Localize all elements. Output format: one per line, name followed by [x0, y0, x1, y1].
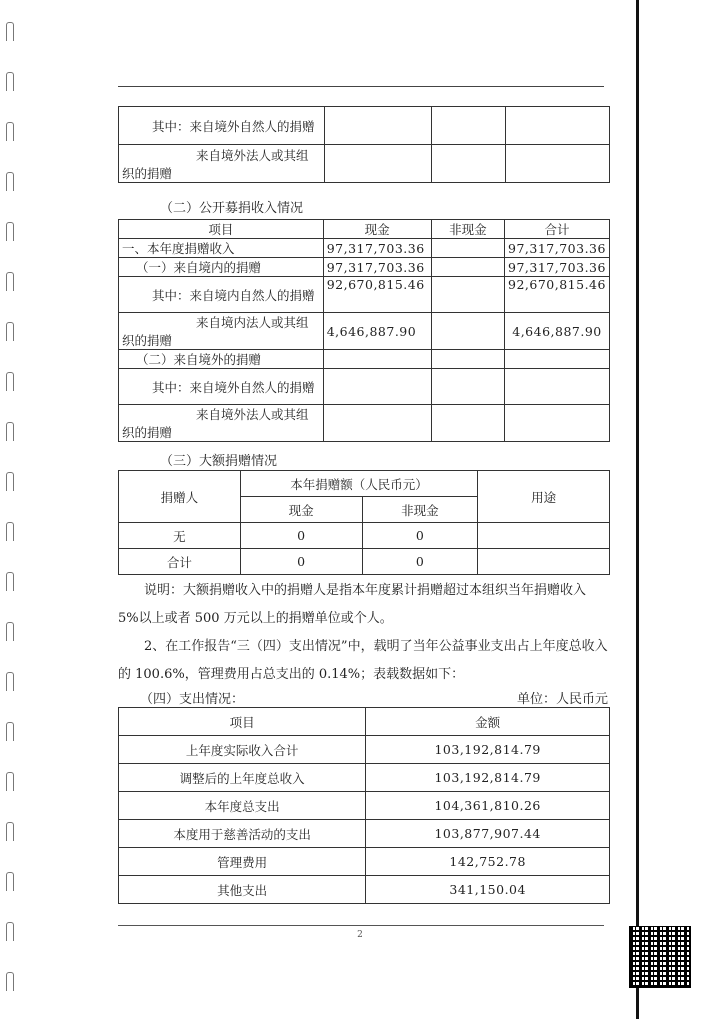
noncash-cell [431, 239, 504, 258]
table-row [119, 405, 610, 442]
header-cash: 现金 [323, 220, 431, 239]
amount-cell: 103,877,907.44 [366, 820, 610, 848]
header-noncash: 非现金 [431, 220, 504, 239]
noncash-cell: 0 [362, 549, 478, 575]
table-header-row [119, 471, 610, 497]
table-row [119, 107, 610, 145]
row-label: 调整后的上年度总收入 [119, 764, 366, 792]
total-cell: 97,317,703.36 [505, 258, 610, 277]
header-total: 合计 [505, 220, 610, 239]
donor-cell: 合计 [119, 549, 241, 575]
header-noncash: 非现金 [362, 497, 478, 523]
use-cell [478, 549, 610, 575]
large-donations-table [118, 470, 610, 575]
table-row [119, 277, 610, 313]
cash-cell: 4,646,887.90 [323, 313, 431, 350]
page-number: 2 [357, 930, 363, 940]
header-item: 项目 [119, 220, 324, 239]
expenses-table [118, 707, 610, 904]
table-row [119, 145, 610, 183]
row-label: 本年度总支出 [119, 792, 366, 820]
row-label: 来自境外法人或其组织的捐赠 [119, 405, 324, 442]
unit-label: 单位：人民币元 [516, 692, 608, 707]
row-label: 其中：来自境内自然人的捐赠 [119, 277, 324, 313]
cash-cell: 97,317,703.36 [323, 239, 431, 258]
row-label: 来自境外法人或其组织的捐赠 [119, 145, 325, 183]
header-cash: 现金 [240, 497, 362, 523]
cash-cell: 92,670,815.46 [323, 277, 431, 313]
noncash-cell [432, 107, 506, 145]
row-label: 上年度实际收入合计 [119, 736, 366, 764]
page-edge-line [636, 0, 639, 1019]
row-label: 一、本年度捐赠收入 [119, 239, 324, 258]
noncash-cell [432, 145, 506, 183]
cash-cell: 0 [240, 549, 362, 575]
total-cell [505, 369, 610, 405]
footer-rule [118, 925, 604, 926]
total-cell: 97,317,703.36 [505, 239, 610, 258]
table-row [119, 523, 610, 549]
amount-cell: 142,752.78 [366, 848, 610, 876]
cash-cell [323, 405, 431, 442]
header-amount: 金额 [366, 708, 610, 736]
noncash-cell [431, 405, 504, 442]
total-cell [506, 107, 610, 145]
table-row [119, 549, 610, 575]
header-use: 用途 [478, 471, 610, 523]
amount-cell: 103,192,814.79 [366, 736, 610, 764]
table-row [119, 736, 610, 764]
header-donor: 捐赠人 [119, 471, 241, 523]
noncash-cell [431, 277, 504, 313]
section-title-expenses: （四）支出情况： [140, 692, 245, 707]
noncash-cell: 0 [362, 523, 478, 549]
amount-cell: 104,361,810.26 [366, 792, 610, 820]
table-row [119, 258, 610, 277]
section-title-large-donations: （三）大额捐赠情况 [160, 454, 278, 469]
header-rule [118, 86, 604, 87]
cash-cell: 97,317,703.36 [323, 258, 431, 277]
binder-holes [0, 0, 22, 1019]
table-row [119, 848, 610, 876]
cash-cell [323, 369, 431, 405]
table-row [119, 876, 610, 904]
table-row [119, 350, 610, 369]
table-row [119, 764, 610, 792]
row-label: 其中：来自境外自然人的捐赠 [119, 369, 324, 405]
table-header-row [119, 220, 610, 239]
total-cell [505, 350, 610, 369]
header-amount: 本年捐赠额（人民币元） [240, 471, 478, 497]
cash-cell [323, 350, 431, 369]
cash-cell [324, 145, 432, 183]
table-row [119, 792, 610, 820]
noncash-cell [431, 369, 504, 405]
row-label: （二）来自境外的捐赠 [119, 350, 324, 369]
qr-code-icon [629, 926, 691, 988]
cash-cell [324, 107, 432, 145]
row-label: 来自境内法人或其组织的捐赠 [119, 313, 324, 350]
row-label: 其他支出 [119, 876, 366, 904]
section-title-public-fundraising: （二）公开募捐收入情况 [160, 201, 304, 216]
foreign-donation-table [118, 106, 610, 183]
note-paragraph: 说明：大额捐赠收入中的捐赠人是指本年度累计捐赠超过本组织当年捐赠收入 5%以上或者 500 万元以上的捐赠单位或个人。 [118, 583, 587, 626]
table-row [119, 820, 610, 848]
table-row [119, 369, 610, 405]
total-cell [505, 405, 610, 442]
total-cell: 92,670,815.46 [505, 277, 610, 313]
total-cell [506, 145, 610, 183]
table-header-row [119, 708, 610, 736]
table-row [119, 313, 610, 350]
table-row [119, 239, 610, 258]
amount-cell: 103,192,814.79 [366, 764, 610, 792]
row-label: 其中：来自境外自然人的捐赠 [119, 107, 325, 145]
row-label: 本度用于慈善活动的支出 [119, 820, 366, 848]
noncash-cell [431, 350, 504, 369]
noncash-cell [431, 258, 504, 277]
noncash-cell [431, 313, 504, 350]
donor-cell: 无 [119, 523, 241, 549]
public-fundraising-table [118, 219, 610, 442]
row-label: （一）来自境内的捐赠 [119, 258, 324, 277]
row-label: 管理费用 [119, 848, 366, 876]
total-cell: 4,646,887.90 [505, 313, 610, 350]
header-item: 项目 [119, 708, 366, 736]
expense-paragraph: 2、在工作报告“三（四）支出情况”中，载明了当年公益事业支出占上年度总收入的 100.6%，管理费用占总支出的 0.14%；表载数据如下： [118, 639, 608, 682]
amount-cell: 341,150.04 [366, 876, 610, 904]
cash-cell: 0 [240, 523, 362, 549]
use-cell [478, 523, 610, 549]
